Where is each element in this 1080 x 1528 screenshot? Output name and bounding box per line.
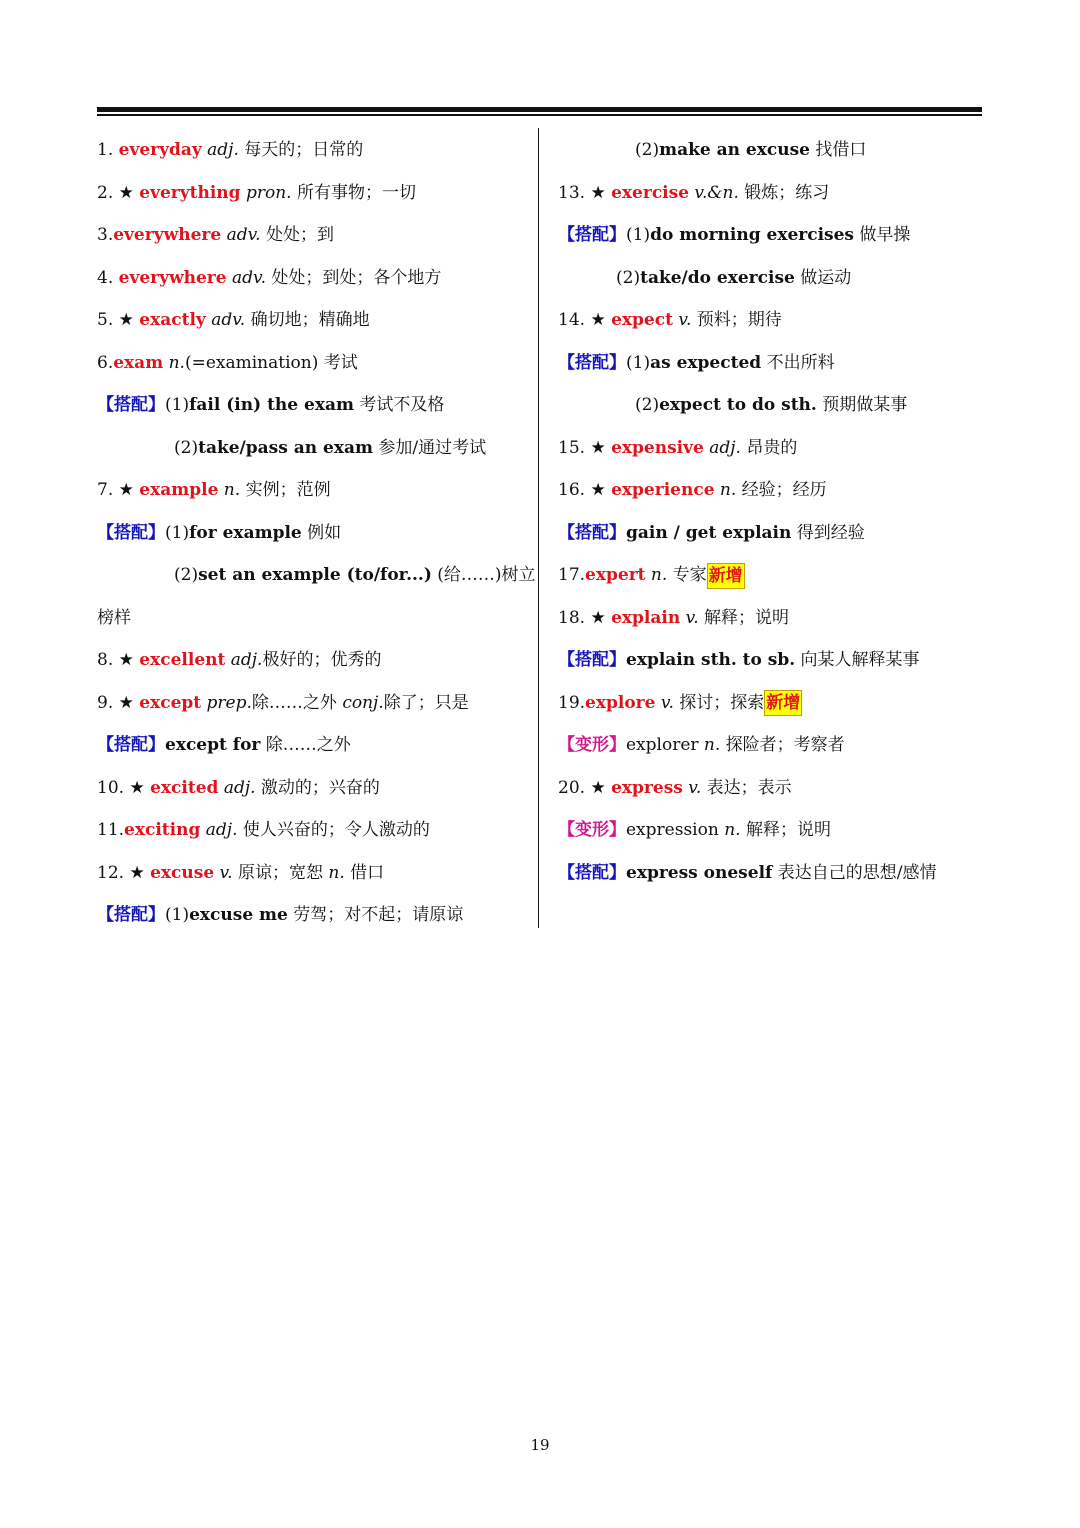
phrase: gain / get explain	[626, 522, 792, 543]
definition: 不出所料	[761, 352, 835, 373]
definition: 使人兴奋的；令人激动的	[237, 820, 430, 840]
entry-16	[558, 469, 980, 512]
entry-number: 5. ★	[97, 310, 140, 330]
collocation-tag: 【搭配】	[558, 225, 626, 245]
entry-14	[558, 299, 980, 342]
entry-number: 19.	[558, 692, 586, 713]
entry-number: 4.	[97, 267, 119, 288]
part-of-speech: adj.	[200, 820, 238, 840]
entry-11	[97, 809, 527, 852]
collocation-tag: 【搭配】	[558, 522, 626, 543]
part-of-speech: v.	[682, 777, 702, 798]
part-of-speech: adj.	[201, 140, 239, 160]
collocation-7a	[97, 512, 527, 555]
definition: (=examination) 考试	[184, 352, 358, 373]
headword: expect	[611, 310, 673, 330]
left-column	[97, 129, 536, 937]
phrase: expect to do sth.	[659, 395, 817, 415]
definition: 考试不及格	[353, 395, 445, 415]
definition: 锻炼；练习	[738, 182, 830, 203]
definition: 处处；到	[260, 225, 334, 245]
collocation-12a	[97, 894, 527, 937]
definition: 榜样	[97, 607, 131, 628]
definition: 解释；说明	[740, 820, 831, 840]
collocation-6b	[97, 427, 527, 470]
entry-number: 9. ★	[97, 692, 140, 713]
definition: 除……之外	[260, 735, 351, 755]
entry-number: 11.	[97, 820, 125, 840]
headword: explain	[611, 607, 681, 628]
item-number: (1)	[626, 352, 651, 373]
part-of-speech: v.&n.	[689, 182, 739, 203]
collocation-9	[97, 724, 527, 767]
headword: experience	[611, 480, 715, 500]
part-of-speech: n.	[714, 480, 737, 500]
headword: example	[139, 480, 219, 500]
definition: 处处；到处；各个地方	[265, 267, 442, 288]
part-of-speech: prep.	[201, 692, 252, 713]
entry-8	[97, 639, 527, 682]
headword: everywhere	[113, 225, 222, 245]
entry-7	[97, 469, 527, 512]
definition: 向某人解释某事	[795, 650, 920, 670]
part-of-speech: v.	[680, 607, 699, 628]
entry-number: 20. ★	[558, 777, 612, 798]
item-number: (2)	[616, 267, 641, 288]
entry-number: 8. ★	[97, 650, 140, 670]
part-of-speech: pron.	[240, 182, 292, 203]
part-of-speech: adj.	[218, 777, 256, 798]
part-of-speech: adv.	[221, 225, 261, 245]
variant-20	[558, 809, 980, 852]
page-number: 19	[530, 1436, 550, 1454]
definition: 找借口	[809, 140, 867, 160]
part-of-speech: n.	[218, 480, 241, 500]
part-of-speech-2: n.	[328, 862, 345, 883]
collocation-tag: 【搭配】	[97, 522, 165, 543]
phrase: for example	[189, 522, 302, 543]
entry-number: 6.	[97, 352, 114, 373]
item-number: (1)	[165, 522, 190, 543]
collocation-14b	[558, 384, 980, 427]
part-of-speech: v.	[655, 692, 674, 713]
entry-number: 10. ★	[97, 777, 151, 798]
phrase: express oneself	[626, 862, 773, 883]
phrase: fail (in) the exam	[189, 395, 354, 415]
definition: 所有事物；一切	[291, 182, 416, 203]
collocation-13b	[558, 257, 980, 300]
entry-4	[97, 257, 527, 300]
variant-tag: 【变形】	[558, 820, 626, 840]
definition: 预期做某事	[816, 395, 908, 415]
collocation-tag: 【搭配】	[558, 862, 626, 883]
headword: exactly	[139, 310, 206, 330]
definition: 例如	[301, 522, 342, 543]
headword: excellent	[139, 650, 226, 670]
definition: 探险者；考察者	[720, 735, 845, 755]
collocation-16	[558, 512, 980, 555]
entry-19	[558, 682, 980, 725]
entry-9	[97, 682, 527, 725]
part-of-speech: v.	[672, 310, 692, 330]
item-number: (1)	[165, 395, 190, 415]
entry-number: 15. ★	[558, 437, 612, 458]
headword: everywhere	[118, 267, 227, 288]
entry-number: 14. ★	[558, 310, 612, 330]
phrase: explain sth. to sb.	[626, 650, 796, 670]
headword: excuse	[150, 862, 215, 883]
variant-tag: 【变形】	[558, 735, 626, 755]
definition: 原谅；宽恕	[232, 862, 329, 883]
headword: everything	[139, 182, 241, 203]
column-divider	[538, 128, 539, 928]
definition-2: 除了；只是	[383, 692, 469, 713]
part-of-speech: n.	[163, 352, 185, 373]
part-of-speech: adj.	[225, 650, 263, 670]
item-number: (1)	[626, 225, 651, 245]
collocation-tag: 【搭配】	[558, 352, 626, 373]
entry-18	[558, 597, 980, 640]
headword: exercise	[611, 182, 690, 203]
part-of-speech: v.	[214, 862, 233, 883]
entry-3	[97, 214, 527, 257]
phrase: excuse me	[189, 905, 288, 925]
part-of-speech-2: conj.	[342, 692, 384, 713]
item-number: (2)	[174, 565, 199, 585]
variant-19	[558, 724, 980, 767]
collocation-tag: 【搭配】	[97, 395, 165, 415]
definition: 实例；范例	[240, 480, 331, 500]
collocation-7b	[97, 554, 536, 597]
entry-number: 16. ★	[558, 480, 612, 500]
entry-number: 3.	[97, 225, 114, 245]
item-number: (1)	[165, 905, 190, 925]
header-rule-thin	[97, 114, 982, 116]
definition: 经验；经历	[736, 480, 827, 500]
headword: express	[611, 777, 683, 798]
headword: exciting	[124, 820, 201, 840]
collocation-20	[558, 852, 980, 895]
entry-20	[558, 767, 980, 810]
headword: explore	[585, 692, 656, 713]
variant-word: explorer	[626, 735, 704, 755]
entry-number: 13. ★	[558, 182, 612, 203]
definition: 昂贵的	[740, 437, 798, 458]
definition: 得到经验	[791, 522, 865, 543]
entry-number: 17.	[558, 565, 586, 585]
entry-10	[97, 767, 527, 810]
phrase: except for	[165, 735, 261, 755]
headword: excited	[150, 777, 219, 798]
collocation-12b	[558, 129, 980, 172]
new-badge: 新增	[764, 690, 802, 716]
entry-number: 2. ★	[97, 182, 140, 203]
entry-6	[97, 342, 527, 385]
definition: (给……)树立	[431, 565, 536, 585]
definition-2: 借口	[344, 862, 385, 883]
entry-13	[558, 172, 980, 215]
collocation-14a	[558, 342, 980, 385]
definition: 探讨；探索	[673, 692, 765, 713]
phrase: as expected	[650, 352, 762, 373]
part-of-speech: n.	[724, 820, 741, 840]
collocation-7b-continued	[97, 597, 527, 640]
entry-1	[97, 129, 527, 172]
part-of-speech: n.	[645, 565, 668, 585]
collocation-tag: 【搭配】	[97, 905, 165, 925]
part-of-speech: adv.	[226, 267, 266, 288]
definition: 劳驾；对不起；请原谅	[287, 905, 464, 925]
right-column	[558, 129, 980, 894]
headword: except	[139, 692, 202, 713]
entry-number: 7. ★	[97, 480, 140, 500]
definition: 参加/通过考试	[372, 437, 487, 458]
definition: 除……之外	[251, 692, 343, 713]
variant-word: expression	[626, 820, 725, 840]
headword: exam	[113, 352, 164, 373]
definition: 专家	[667, 565, 707, 585]
collocation-13a	[558, 214, 980, 257]
collocation-18	[558, 639, 980, 682]
definition: 预料；期待	[691, 310, 782, 330]
headword: expensive	[611, 437, 704, 458]
new-badge: 新增	[707, 563, 745, 589]
entry-12	[97, 852, 527, 895]
collocation-6a	[97, 384, 527, 427]
item-number: (2)	[174, 437, 199, 458]
definition: 确切地；精确地	[245, 310, 370, 330]
definition: 表达自己的思想/感情	[772, 862, 937, 883]
part-of-speech: n.	[703, 735, 721, 755]
headword: expert	[585, 565, 646, 585]
definition: 激动的；兴奋的	[255, 777, 380, 798]
definition: 每天的；日常的	[238, 140, 364, 160]
header-rule-thick	[97, 107, 982, 112]
phrase: take/do exercise	[640, 267, 795, 288]
phrase: make an excuse	[659, 140, 810, 160]
entry-15	[558, 427, 980, 470]
definition: 做运动	[794, 267, 852, 288]
entry-17	[558, 554, 980, 597]
entry-number: 18. ★	[558, 607, 612, 628]
entry-number: 1.	[97, 140, 119, 160]
collocation-tag: 【搭配】	[97, 735, 165, 755]
item-number: (2)	[635, 395, 660, 415]
collocation-tag: 【搭配】	[558, 650, 626, 670]
part-of-speech: adv.	[205, 310, 246, 330]
phrase: do morning exercises	[650, 225, 854, 245]
phrase: take/pass an exam	[198, 437, 373, 458]
phrase: set an example (to/for...)	[198, 565, 432, 585]
definition: 表达；表示	[701, 777, 792, 798]
entry-number: 12. ★	[97, 862, 151, 883]
entry-2	[97, 172, 527, 215]
entry-5	[97, 299, 527, 342]
part-of-speech: adj.	[703, 437, 741, 458]
definition: 做早操	[854, 225, 911, 245]
definition: 极好的；优秀的	[262, 650, 382, 670]
item-number: (2)	[635, 140, 660, 160]
definition: 解释；说明	[698, 607, 790, 628]
headword: everyday	[118, 140, 202, 160]
